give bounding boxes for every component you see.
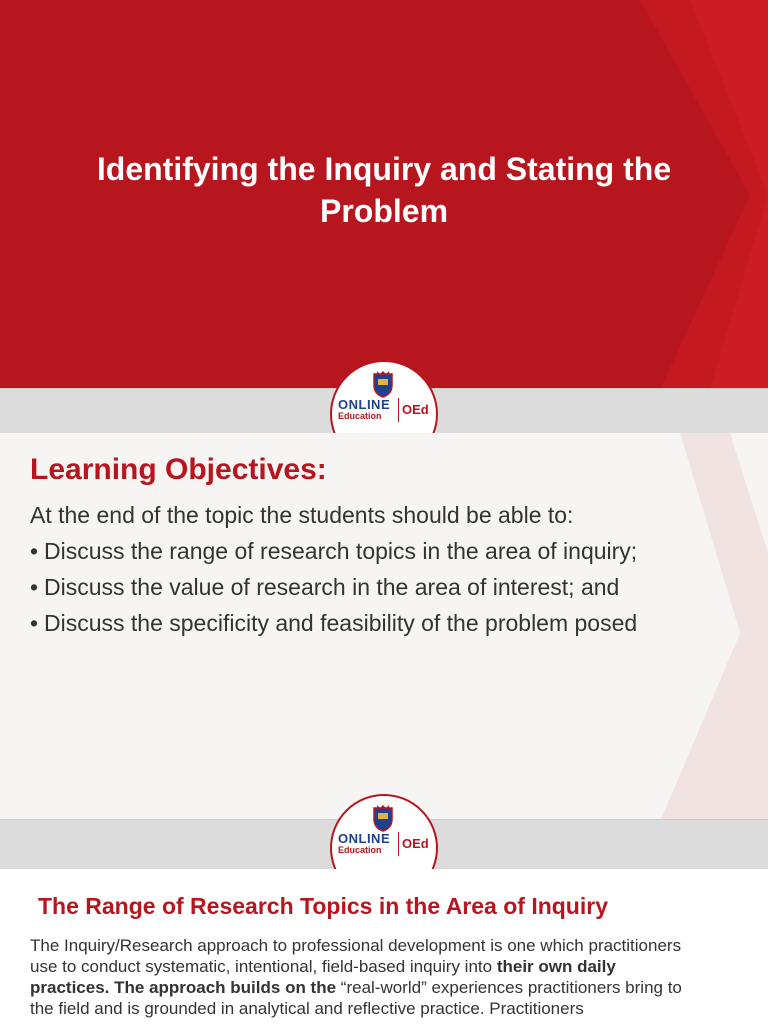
logo-brand: ONLINE xyxy=(338,397,391,412)
research-topics-heading: The Range of Research Topics in the Area of Inquiry xyxy=(38,893,608,919)
research-topics-slide xyxy=(0,869,768,1024)
logo-mark: OEd xyxy=(402,402,429,417)
logo-sub: Education xyxy=(338,845,382,855)
logo-divider xyxy=(398,398,399,422)
logo-wordmark xyxy=(338,832,402,856)
chevron-shape xyxy=(640,433,768,869)
title-slide xyxy=(0,0,768,433)
logo-brand: ONLINE xyxy=(338,831,391,846)
online-education-logo xyxy=(334,794,434,864)
logo-divider xyxy=(398,832,399,856)
logo-wordmark xyxy=(338,398,402,422)
body-text: The Inquiry/Research approach to professional development is one which practitioners use to conduct systematic, intentional, field-based inquiry into xyxy=(30,936,682,976)
list-item xyxy=(30,537,650,565)
logo-mark: OEd xyxy=(402,836,429,851)
objectives-heading: Learning Objectives: xyxy=(30,453,327,486)
slide-title: Identifying the Inquiry and Stating the Problem xyxy=(96,151,672,229)
objectives-intro: At the end of the topic the students should be able to: xyxy=(30,502,574,528)
objective-text: Discuss the specificity and feasibility of the problem posed xyxy=(44,610,638,636)
crest-icon xyxy=(372,804,394,832)
objective-text: Discuss the range of research topics in the area of inquiry; xyxy=(44,538,638,564)
crest-icon xyxy=(372,370,394,398)
list-item xyxy=(30,573,650,601)
body-text: “real-world” experiences practitioners bring to the field and is grounded in analytical and reflective practice. Practitioners xyxy=(30,978,682,1018)
bullet: • xyxy=(30,610,39,636)
research-topics-body xyxy=(30,935,690,1019)
objectives-slide xyxy=(0,433,768,869)
body-bold-text: their own daily practices. The approach builds on the xyxy=(30,957,616,997)
online-education-logo xyxy=(334,360,434,430)
bullet: • xyxy=(30,538,39,564)
logo-sub: Education xyxy=(338,411,382,421)
bullet: • xyxy=(30,574,39,600)
objectives-list xyxy=(30,537,650,645)
objective-text: Discuss the value of research in the area of interest; and xyxy=(44,574,620,600)
list-item xyxy=(30,609,650,637)
